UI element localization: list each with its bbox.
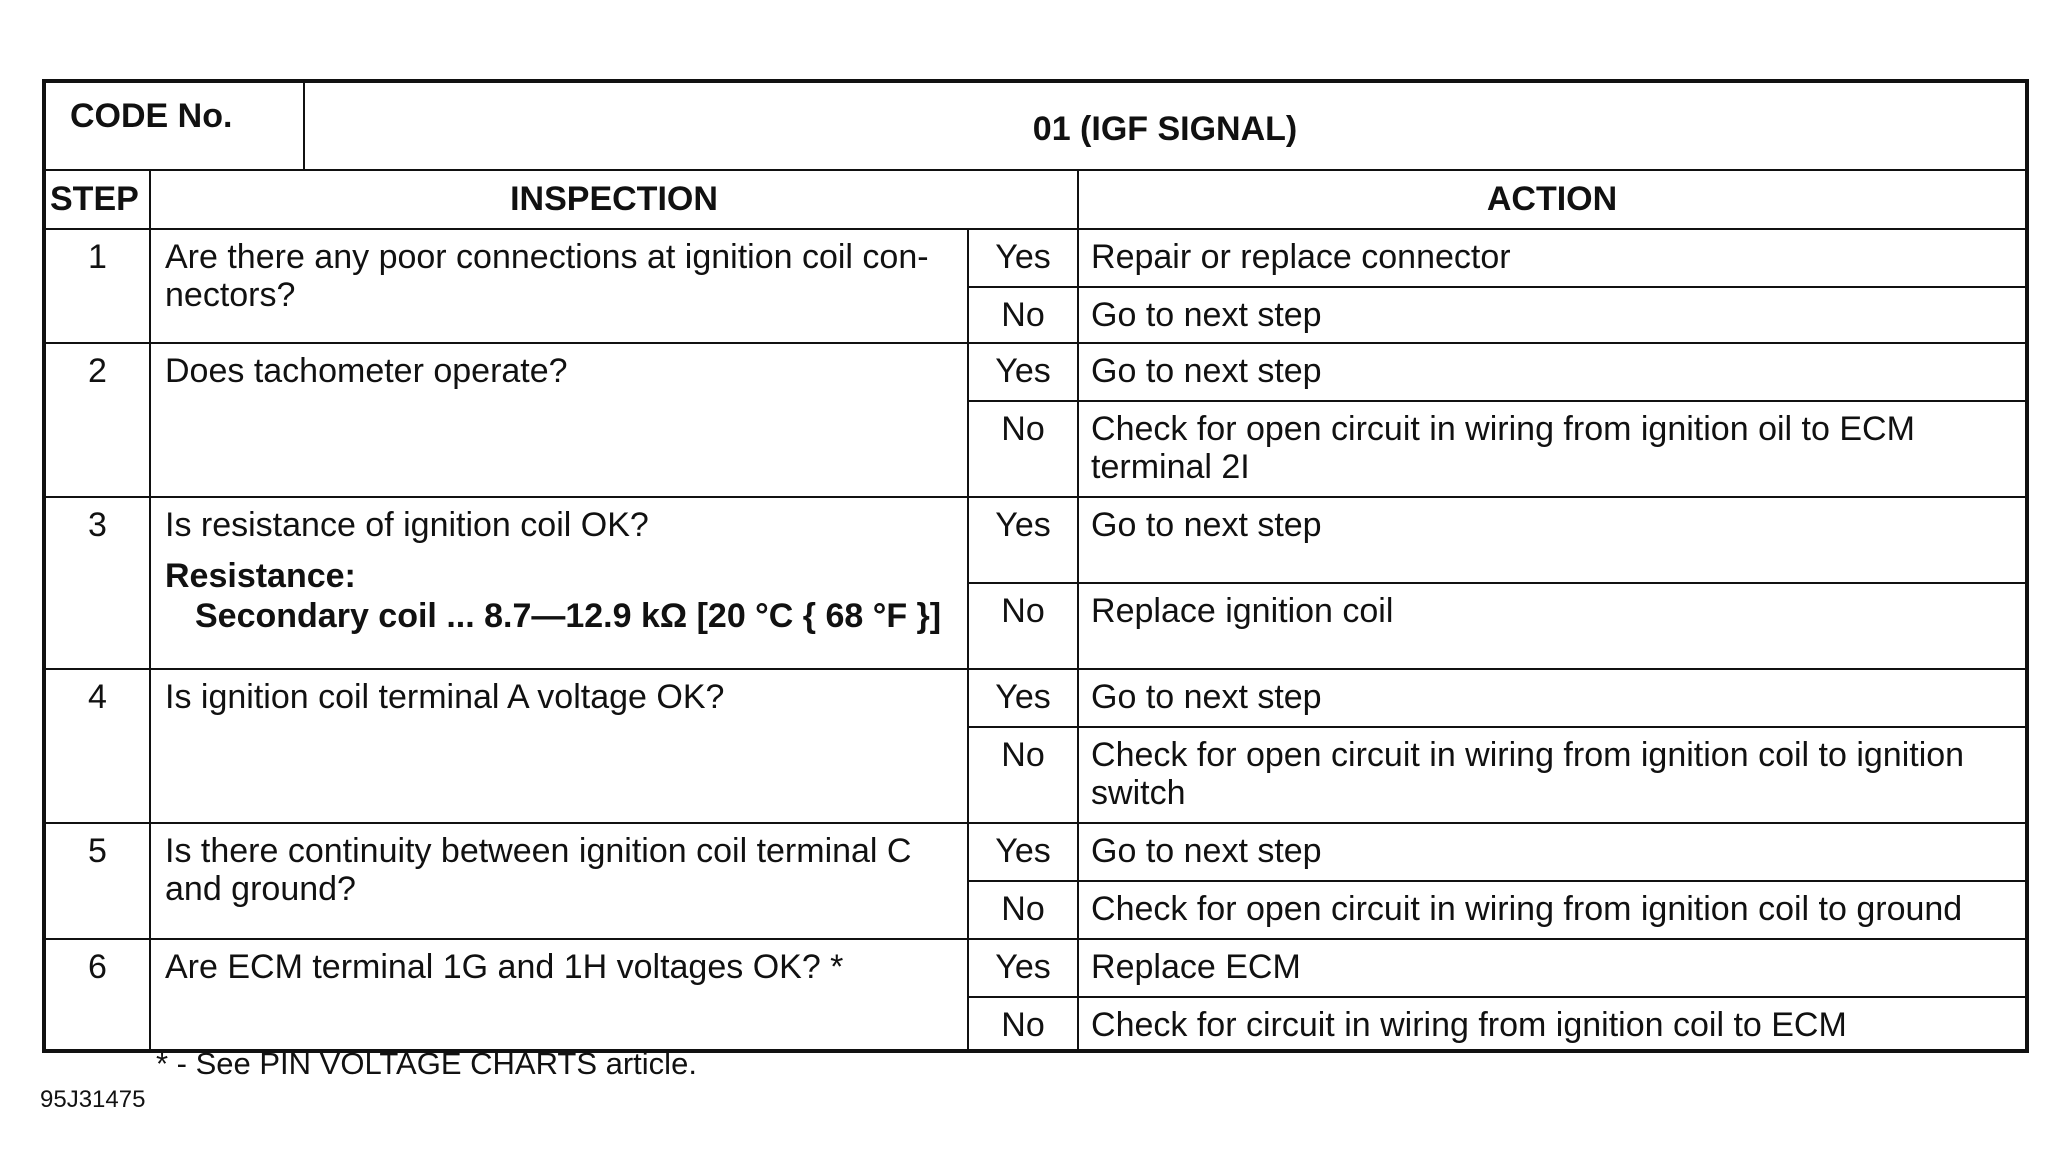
yes-label: Yes: [968, 669, 1078, 727]
no-label: No: [968, 997, 1078, 1051]
table-row: [44, 823, 2027, 881]
resistance-spec-block: [165, 556, 953, 636]
step-number: 6: [44, 939, 150, 1051]
yes-label: Yes: [968, 823, 1078, 881]
resistance-label: Resistance:: [165, 557, 356, 595]
code-value: 01 (IGF SIGNAL): [304, 81, 2027, 170]
no-action: Check for open circuit in wiring from ignition coil to ground: [1078, 881, 2027, 939]
step-number: 3: [44, 497, 150, 669]
table-row: [44, 229, 2027, 287]
step-header: STEP: [44, 170, 150, 229]
inspection-question: Are there any poor connections at ignition coil con- nectors?: [150, 229, 968, 343]
inspection-question: Is ignition coil terminal A voltage OK?: [150, 669, 968, 823]
code-row: [44, 81, 2027, 170]
step-number: 2: [44, 343, 150, 497]
yes-action: Go to next step: [1078, 823, 2027, 881]
footnote: * - See PIN VOLTAGE CHARTS article.: [156, 1046, 697, 1081]
figure-id: 95J31475: [40, 1086, 146, 1113]
resistance-value: Secondary coil ... 8.7—12.9 kΩ [20 °C { 68 °F }]: [195, 597, 942, 635]
no-label: No: [968, 401, 1078, 497]
yes-label: Yes: [968, 343, 1078, 401]
no-action: Check for open circuit in wiring from ignition oil to ECM terminal 2I: [1078, 401, 2027, 497]
yes-label: Yes: [968, 939, 1078, 997]
no-label: No: [968, 727, 1078, 823]
table-row: [44, 939, 2027, 997]
yes-label: Yes: [968, 497, 1078, 583]
action-header: ACTION: [1078, 170, 2027, 229]
yes-action: Replace ECM: [1078, 939, 2027, 997]
column-header-row: [44, 170, 2027, 229]
code-label: CODE No.: [44, 81, 304, 170]
yes-label: Yes: [968, 229, 1078, 287]
no-action: Check for circuit in wiring from ignition coil to ECM: [1078, 997, 2027, 1051]
inspection-question: Is there continuity between ignition coil terminal C and ground?: [150, 823, 968, 939]
step-number: 5: [44, 823, 150, 939]
no-label: No: [968, 287, 1078, 343]
table-row: [44, 669, 2027, 727]
yes-action: Go to next step: [1078, 497, 2027, 583]
no-action: Check for open circuit in wiring from ignition coil to ignition switch: [1078, 727, 2027, 823]
yes-action: Go to next step: [1078, 343, 2027, 401]
step-number: 1: [44, 229, 150, 343]
inspection-header: INSPECTION: [150, 170, 1078, 229]
yes-action: Go to next step: [1078, 669, 2027, 727]
table-row: [44, 497, 2027, 583]
no-action: Go to next step: [1078, 287, 2027, 343]
inspection-question: Are ECM terminal 1G and 1H voltages OK? *: [150, 939, 968, 1051]
table-row: [44, 343, 2027, 401]
inspection-question: Does tachometer operate?: [150, 343, 968, 497]
no-action: Replace ignition coil: [1078, 583, 2027, 669]
no-label: No: [968, 881, 1078, 939]
yes-action: Repair or replace connector: [1078, 229, 2027, 287]
inspection-question: Is resistance of ignition coil OK?: [165, 506, 649, 544]
no-label: No: [968, 583, 1078, 669]
diagnosis-table: [42, 79, 2029, 1053]
step-number: 4: [44, 669, 150, 823]
inspection-cell: [150, 497, 968, 669]
